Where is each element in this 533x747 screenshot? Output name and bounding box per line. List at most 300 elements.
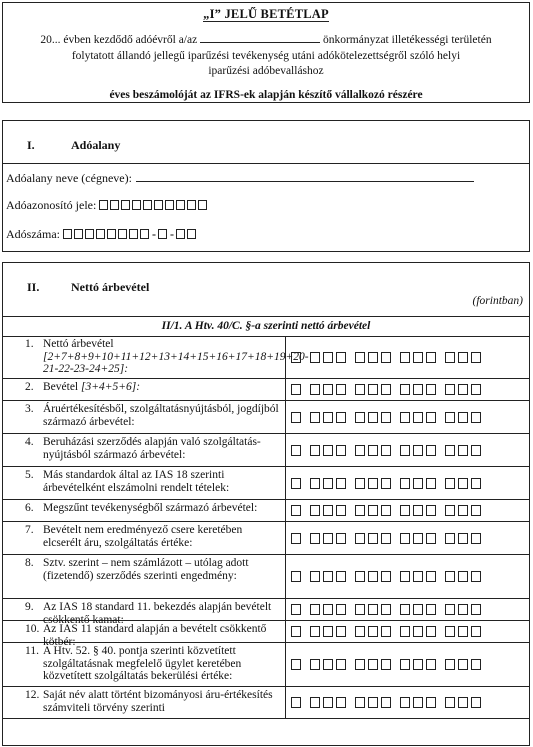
digit-box[interactable]: [355, 697, 365, 708]
digit-box[interactable]: [426, 412, 436, 423]
digit-group: [400, 697, 436, 708]
digit-box[interactable]: [323, 412, 333, 423]
digit-box[interactable]: [400, 697, 410, 708]
digit-box[interactable]: [336, 445, 346, 456]
digit-box[interactable]: [471, 352, 481, 363]
digit-box[interactable]: [471, 384, 481, 395]
digit-box[interactable]: [458, 626, 468, 637]
digit-box[interactable]: [368, 533, 378, 544]
digit-box[interactable]: [458, 533, 468, 544]
digit-box[interactable]: [381, 505, 391, 516]
digit-group: [400, 478, 436, 489]
digit-group: [400, 445, 436, 456]
digit-box[interactable]: [355, 384, 365, 395]
row-number: 1.: [25, 338, 34, 350]
digit-box[interactable]: [368, 412, 378, 423]
digit-box[interactable]: [187, 200, 196, 210]
digit-box[interactable]: [107, 229, 116, 239]
table-row: [3, 599, 529, 626]
digit-box[interactable]: [323, 384, 333, 395]
separator-dash: -: [169, 227, 174, 241]
digit-box[interactable]: [426, 571, 436, 582]
table-row: [3, 500, 529, 522]
digit-group: [310, 571, 346, 582]
digit-box[interactable]: [413, 478, 423, 489]
digit-group: [291, 445, 301, 456]
row-label: [3, 643, 286, 686]
digit-box[interactable]: [458, 352, 468, 363]
digit-box[interactable]: [323, 445, 333, 456]
digit-box[interactable]: [458, 384, 468, 395]
digit-box[interactable]: [413, 697, 423, 708]
digit-box[interactable]: [400, 352, 410, 363]
amount-boxes[interactable]: [291, 643, 525, 686]
digit-box[interactable]: [458, 697, 468, 708]
digit-box[interactable]: [336, 478, 346, 489]
digit-box[interactable]: [471, 571, 481, 582]
row-formula: [2+7+8+9+10+11+12+13+14+15+16+17+18+19+20-21-22-23-24+25]:: [43, 350, 309, 375]
digit-group: [291, 697, 301, 708]
digit-box[interactable]: [99, 200, 108, 210]
digit-box[interactable]: [291, 505, 301, 516]
row-text: Saját név alatt történt bizományosi áru-értékesítés számviteli törvény szerinti: [43, 689, 273, 714]
digit-box[interactable]: [336, 533, 346, 544]
digit-box[interactable]: [458, 445, 468, 456]
digit-box[interactable]: [413, 604, 423, 615]
digit-group: [310, 533, 346, 544]
amount-boxes[interactable]: [291, 522, 525, 554]
digit-box[interactable]: [291, 533, 301, 544]
digit-box[interactable]: [132, 200, 141, 210]
digit-box[interactable]: [323, 352, 333, 363]
digit-box[interactable]: [355, 604, 365, 615]
row-number: 5.: [25, 469, 34, 481]
digit-box[interactable]: [458, 412, 468, 423]
row-text: Bevétel [3+4+5+6]:: [43, 381, 141, 393]
digit-box[interactable]: [381, 571, 391, 582]
digit-group: [445, 384, 481, 395]
digit-box[interactable]: [445, 352, 455, 363]
row-text: Megszűnt tevékenységből származó árbevétel:: [43, 502, 258, 514]
revenue-table: [3, 336, 529, 745]
digit-box[interactable]: [426, 659, 436, 670]
digit-box[interactable]: [426, 626, 436, 637]
digit-group: [355, 626, 391, 637]
digit-group: [310, 352, 346, 363]
row-text: Áruértékesítésből, szolgáltatásnyújtásból, jogdíjból származó árbevétel:: [43, 403, 279, 428]
digit-group: [355, 697, 391, 708]
digit-group: [291, 659, 301, 670]
digit-box[interactable]: [310, 604, 320, 615]
row-number: 7.: [25, 524, 34, 536]
digit-box[interactable]: [400, 412, 410, 423]
digit-box[interactable]: [165, 200, 174, 210]
digit-box[interactable]: [413, 505, 423, 516]
digit-box[interactable]: [458, 505, 468, 516]
row-number: 9.: [25, 601, 34, 613]
digit-box[interactable]: [310, 412, 320, 423]
row-label: [3, 401, 286, 433]
digit-group: [400, 384, 436, 395]
digit-box[interactable]: [323, 697, 333, 708]
municipality-blank-field[interactable]: [200, 33, 320, 43]
row-number: 8.: [25, 557, 34, 569]
amount-boxes[interactable]: [291, 500, 525, 521]
digit-group: [291, 626, 301, 637]
digit-box[interactable]: [154, 200, 163, 210]
digit-box[interactable]: [381, 697, 391, 708]
digit-box[interactable]: [310, 352, 320, 363]
tax-id-row: Adóazonosító jele:: [6, 198, 209, 213]
table-row: [3, 643, 529, 687]
table-row: [3, 434, 529, 467]
digit-group: [445, 352, 481, 363]
digit-group: [400, 626, 436, 637]
digit-box[interactable]: [310, 659, 320, 670]
digit-box[interactable]: [471, 533, 481, 544]
digit-group: [355, 604, 391, 615]
table-row: [3, 379, 529, 401]
digit-box[interactable]: [323, 659, 333, 670]
digit-box[interactable]: [368, 571, 378, 582]
row-label: [3, 522, 286, 554]
row-text: Az IAS 18 standard 11. bekezdés alapján bevételt csökkentő kamat:: [43, 601, 272, 626]
digit-box[interactable]: [426, 445, 436, 456]
digit-box[interactable]: [96, 229, 105, 239]
digit-box[interactable]: [310, 697, 320, 708]
digit-group: [291, 412, 301, 423]
digit-box[interactable]: [426, 505, 436, 516]
digit-box[interactable]: [381, 412, 391, 423]
digit-group: [445, 445, 481, 456]
digit-group: [355, 659, 391, 670]
digit-box[interactable]: [413, 571, 423, 582]
digit-box[interactable]: [336, 604, 346, 615]
digit-box[interactable]: [400, 659, 410, 670]
digit-box[interactable]: [158, 229, 167, 239]
digit-box[interactable]: [323, 604, 333, 615]
tax-number-boxes[interactable]: [63, 227, 198, 241]
row-label: [3, 467, 286, 499]
amount-boxes[interactable]: [291, 555, 525, 598]
digit-box[interactable]: [381, 445, 391, 456]
digit-box[interactable]: [471, 412, 481, 423]
digit-box[interactable]: [381, 384, 391, 395]
digit-group: [400, 533, 436, 544]
row-text: Más standardok által az IAS 18 szerinti árbevételként elszámolni rendelt tételek:: [43, 469, 230, 494]
digit-box[interactable]: [176, 229, 185, 239]
digit-box[interactable]: [368, 505, 378, 516]
digit-group: [445, 533, 481, 544]
table-row: [3, 621, 529, 648]
digit-box[interactable]: [400, 478, 410, 489]
digit-group: [355, 533, 391, 544]
digit-group: [291, 384, 301, 395]
digit-group: [355, 445, 391, 456]
digit-box[interactable]: [291, 604, 301, 615]
digit-box[interactable]: [85, 229, 94, 239]
digit-box[interactable]: [368, 659, 378, 670]
digit-box[interactable]: [368, 626, 378, 637]
digit-box[interactable]: [355, 533, 365, 544]
digit-group: [445, 505, 481, 516]
table-row: [3, 401, 529, 434]
digit-box[interactable]: [445, 384, 455, 395]
digit-box[interactable]: [413, 445, 423, 456]
digit-box[interactable]: [413, 384, 423, 395]
digit-box[interactable]: [355, 659, 365, 670]
digit-group: [291, 505, 301, 516]
digit-box[interactable]: [323, 478, 333, 489]
digit-box[interactable]: [310, 626, 320, 637]
digit-box[interactable]: [355, 571, 365, 582]
digit-box[interactable]: [445, 697, 455, 708]
digit-box[interactable]: [291, 626, 301, 637]
row-number: 6.: [25, 502, 34, 514]
digit-box[interactable]: [471, 659, 481, 670]
digit-group: [400, 505, 436, 516]
digit-group: [310, 697, 346, 708]
digit-box[interactable]: [400, 384, 410, 395]
row-label: [3, 336, 309, 378]
tax-id-boxes[interactable]: [99, 198, 209, 212]
digit-box[interactable]: [471, 505, 481, 516]
digit-group: [310, 626, 346, 637]
digit-group: [400, 604, 436, 615]
row-number: 3.: [25, 403, 34, 415]
row-label: [3, 500, 286, 521]
digit-box[interactable]: [413, 412, 423, 423]
digit-box[interactable]: [336, 626, 346, 637]
digit-group: [291, 571, 301, 582]
digit-box[interactable]: [400, 505, 410, 516]
digit-box[interactable]: [381, 604, 391, 615]
digit-box[interactable]: [291, 352, 301, 363]
digit-box[interactable]: [336, 384, 346, 395]
digit-box[interactable]: [291, 384, 301, 395]
digit-box[interactable]: [140, 229, 149, 239]
digit-box[interactable]: [176, 200, 185, 210]
digit-box[interactable]: [381, 626, 391, 637]
digit-group: [291, 478, 301, 489]
digit-box[interactable]: [368, 384, 378, 395]
form-title: „I” JELŰ BETÉTLAP: [203, 7, 329, 21]
digit-box[interactable]: [381, 659, 391, 670]
row-text: Beruházási szerződés alapján való szolgáltatás-nyújtásból származó árbevétel:: [43, 436, 261, 461]
digit-box[interactable]: [445, 445, 455, 456]
digit-box[interactable]: [368, 697, 378, 708]
digit-box[interactable]: [336, 571, 346, 582]
row-label: [3, 599, 286, 626]
digit-box[interactable]: [291, 571, 301, 582]
digit-box[interactable]: [400, 571, 410, 582]
digit-box[interactable]: [336, 697, 346, 708]
amount-boxes[interactable]: [291, 599, 525, 620]
digit-box[interactable]: [291, 697, 301, 708]
table-row: [3, 336, 529, 379]
digit-group: [355, 412, 391, 423]
digit-box[interactable]: [355, 505, 365, 516]
digit-box[interactable]: [471, 604, 481, 615]
digit-box[interactable]: [118, 229, 127, 239]
digit-box[interactable]: [400, 604, 410, 615]
separator-dash: -: [151, 227, 156, 241]
table-row: [3, 555, 529, 599]
table-row: [3, 687, 529, 719]
digit-box[interactable]: [336, 412, 346, 423]
amount-boxes[interactable]: [291, 336, 525, 378]
digit-box[interactable]: [458, 604, 468, 615]
digit-box[interactable]: [458, 659, 468, 670]
row-number: 2.: [25, 381, 34, 393]
amount-boxes[interactable]: [291, 379, 525, 400]
digit-box[interactable]: [445, 412, 455, 423]
digit-box[interactable]: [458, 478, 468, 489]
digit-box[interactable]: [310, 384, 320, 395]
digit-box[interactable]: [368, 478, 378, 489]
row-text: Bevételt nem eredményező csere keretében elcserélt áru, szolgáltatás értéke:: [43, 524, 243, 549]
form-intro: 20... évben kezdődő adóévről a/az önkormányzat illetékességi területén folytatott állandó jellegű iparűzési tevékenység utáni adókötelezettségről szóló helyi iparűzési adóbevalláshoz: [40, 34, 492, 77]
digit-box[interactable]: [471, 626, 481, 637]
row-label: [3, 434, 286, 466]
tax-number-row: Adószáma: - -: [6, 227, 198, 242]
digit-box[interactable]: [291, 445, 301, 456]
digit-group: [400, 352, 436, 363]
row-number: 4.: [25, 436, 34, 448]
section-net-revenue: [2, 262, 530, 746]
digit-box[interactable]: [445, 626, 455, 637]
digit-box[interactable]: [336, 352, 346, 363]
digit-box[interactable]: [310, 505, 320, 516]
digit-group: [445, 697, 481, 708]
digit-box[interactable]: [426, 478, 436, 489]
digit-box[interactable]: [445, 533, 455, 544]
digit-box[interactable]: [458, 571, 468, 582]
digit-box[interactable]: [445, 478, 455, 489]
digit-group: [355, 352, 391, 363]
digit-group: [355, 478, 391, 489]
digit-box[interactable]: [310, 445, 320, 456]
row-text: Az IAS 11 standard alapján a bevételt csökkentő kötbér:: [43, 623, 267, 648]
digit-box[interactable]: [129, 229, 138, 239]
row-number: 10.: [25, 623, 40, 635]
digit-box[interactable]: [336, 659, 346, 670]
digit-box[interactable]: [368, 445, 378, 456]
digit-box[interactable]: [426, 533, 436, 544]
digit-box[interactable]: [426, 352, 436, 363]
taxpayer-name-field[interactable]: [136, 172, 474, 182]
digit-box[interactable]: [143, 200, 152, 210]
digit-group: [445, 478, 481, 489]
digit-box[interactable]: [400, 445, 410, 456]
digit-box[interactable]: [445, 659, 455, 670]
digit-box[interactable]: [426, 697, 436, 708]
digit-box[interactable]: [323, 505, 333, 516]
digit-group: [310, 604, 346, 615]
digit-box[interactable]: [310, 571, 320, 582]
digit-group: [310, 412, 346, 423]
digit-box[interactable]: [121, 200, 130, 210]
digit-box[interactable]: [413, 626, 423, 637]
row-text: A Htv. 52. § 40. pontja szerinti közvetített szolgáltatásnak megfelelő ügylet keretében közvetített szolgáltatás bekerülési értéke:: [43, 645, 242, 682]
digit-box[interactable]: [198, 200, 207, 210]
digit-box[interactable]: [291, 478, 301, 489]
table-title: II/1. A Htv. 40/C. §-a szerinti nettó árbevétel: [3, 316, 529, 337]
digit-box[interactable]: [426, 384, 436, 395]
digit-group: [400, 571, 436, 582]
digit-box[interactable]: [336, 505, 346, 516]
digit-group: [445, 604, 481, 615]
digit-box[interactable]: [413, 352, 423, 363]
digit-box[interactable]: [400, 533, 410, 544]
row-number: 11.: [25, 645, 39, 657]
digit-box[interactable]: [426, 604, 436, 615]
digit-box[interactable]: [445, 604, 455, 615]
digit-box[interactable]: [74, 229, 83, 239]
digit-box[interactable]: [368, 604, 378, 615]
digit-box[interactable]: [413, 659, 423, 670]
digit-box[interactable]: [471, 445, 481, 456]
section-header: II. Nettó árbevétel: [27, 280, 150, 294]
digit-box[interactable]: [355, 626, 365, 637]
digit-box[interactable]: [355, 412, 365, 423]
digit-box[interactable]: [310, 533, 320, 544]
digit-box[interactable]: [291, 412, 301, 423]
amount-boxes[interactable]: [291, 434, 525, 466]
digit-box[interactable]: [110, 200, 119, 210]
row-label: [3, 687, 286, 718]
form-header: [2, 2, 530, 103]
row-formula: [3+4+5+6]:: [78, 381, 141, 393]
digit-box[interactable]: [471, 478, 481, 489]
digit-box[interactable]: [368, 352, 378, 363]
digit-box[interactable]: [445, 505, 455, 516]
row-text: Sztv. szerint – nem számlázott – utólag adott (fizetendő) szerződés szerinti engedmény:: [43, 557, 249, 582]
digit-box[interactable]: [355, 445, 365, 456]
row-text: Nettó árbevétel [2+7+8+9+10+11+12+13+14+15+16+17+18+19+20-21-22-23-24+25]:: [43, 338, 309, 375]
table-row: [3, 467, 529, 500]
digit-box[interactable]: [187, 229, 196, 239]
digit-group: [400, 659, 436, 670]
digit-group: [291, 604, 301, 615]
digit-box[interactable]: [413, 533, 423, 544]
digit-box[interactable]: [381, 352, 391, 363]
digit-box[interactable]: [471, 697, 481, 708]
digit-box[interactable]: [63, 229, 72, 239]
digit-box[interactable]: [445, 571, 455, 582]
digit-box[interactable]: [291, 659, 301, 670]
digit-group: [445, 412, 481, 423]
digit-box[interactable]: [381, 478, 391, 489]
digit-group: [310, 505, 346, 516]
digit-box[interactable]: [355, 352, 365, 363]
amount-boxes[interactable]: [291, 621, 525, 642]
digit-box[interactable]: [310, 478, 320, 489]
digit-box[interactable]: [400, 626, 410, 637]
amount-boxes[interactable]: [291, 687, 525, 718]
amount-boxes[interactable]: [291, 401, 525, 433]
digit-group: [310, 445, 346, 456]
digit-box[interactable]: [323, 533, 333, 544]
digit-group: [310, 659, 346, 670]
digit-box[interactable]: [323, 571, 333, 582]
digit-box[interactable]: [381, 533, 391, 544]
row-label: [3, 379, 286, 400]
digit-box[interactable]: [323, 626, 333, 637]
digit-box[interactable]: [355, 478, 365, 489]
digit-group: [355, 505, 391, 516]
amount-boxes[interactable]: [291, 467, 525, 499]
